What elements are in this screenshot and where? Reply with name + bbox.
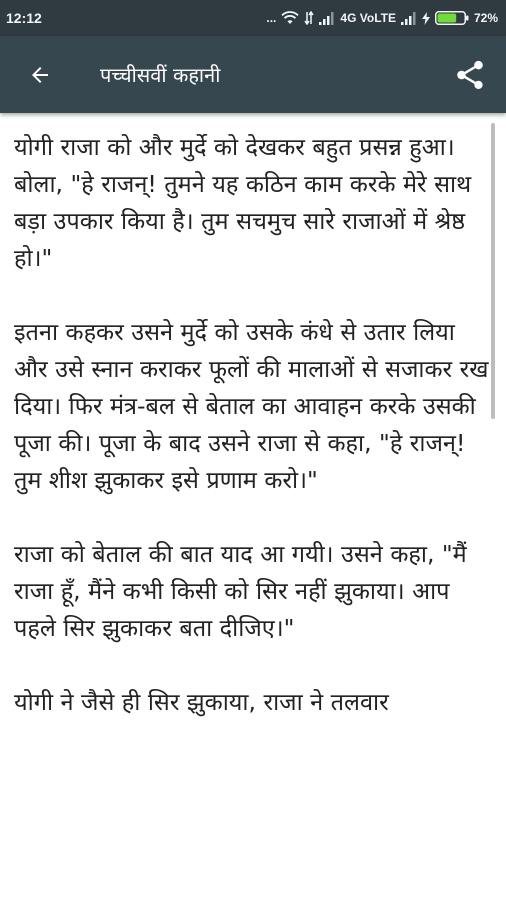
story-paragraph: योगी ने जैसे ही सिर झुकाया, राजा ने तलवार: [14, 688, 389, 716]
status-bar: [0, 0, 506, 36]
signal-icon-2: [401, 12, 417, 25]
signal-icon: [319, 12, 335, 25]
data-transfer-icon: [304, 11, 314, 25]
share-icon: [453, 58, 487, 92]
arrow-back-icon: [28, 63, 52, 87]
battery-percent: 72%: [473, 11, 498, 25]
battery-icon: [435, 11, 469, 25]
page-title: पच्चीसवीं कहानी: [100, 63, 221, 87]
charging-icon: [422, 12, 430, 25]
wifi-icon: [281, 11, 299, 25]
share-button[interactable]: [450, 55, 490, 95]
story-text: [14, 129, 489, 758]
story-content[interactable]: [0, 113, 506, 900]
notification-dots: ...: [266, 11, 277, 25]
story-paragraph: योगी राजा को और मुर्दे को देखकर बहुत प्रसन्न हुआ। बोला, "हे राजन्! तुमने यह कठिन काम करके मेरे साथ बड़ा उपकार किया है। तुम सचमुच सारे राजाओं में श्रेष्ठ हो।": [14, 133, 472, 272]
back-button[interactable]: [20, 55, 60, 95]
app-toolbar: [0, 36, 506, 113]
story-paragraph: राजा को बेताल की बात याद आ गयी। उसने कहा, "मैं राजा हूँ, मैंने कभी किसी को सिर नहीं झुकाया। आप पहले सिर झुकाकर बता दीजिए।": [14, 540, 467, 642]
status-icons: [266, 11, 498, 25]
story-paragraph: इतना कहकर उसने मुर्दे को उसके कंधे से उतार लिया और उसे स्नान कराकर फूलों की मालाओं से सजाकर रख दिया। फिर मंत्र-बल से बेताल का आवाहन करके उसकी पूजा की। पूजा के बाद उसने राजा से कहा, "हे राजन्! तुम शीश झुकाकर इसे प्रणाम करो।": [14, 318, 489, 494]
network-label: 4G VoLTE: [340, 11, 396, 25]
status-time: 12:12: [6, 10, 42, 26]
scrollbar[interactable]: [491, 123, 495, 419]
